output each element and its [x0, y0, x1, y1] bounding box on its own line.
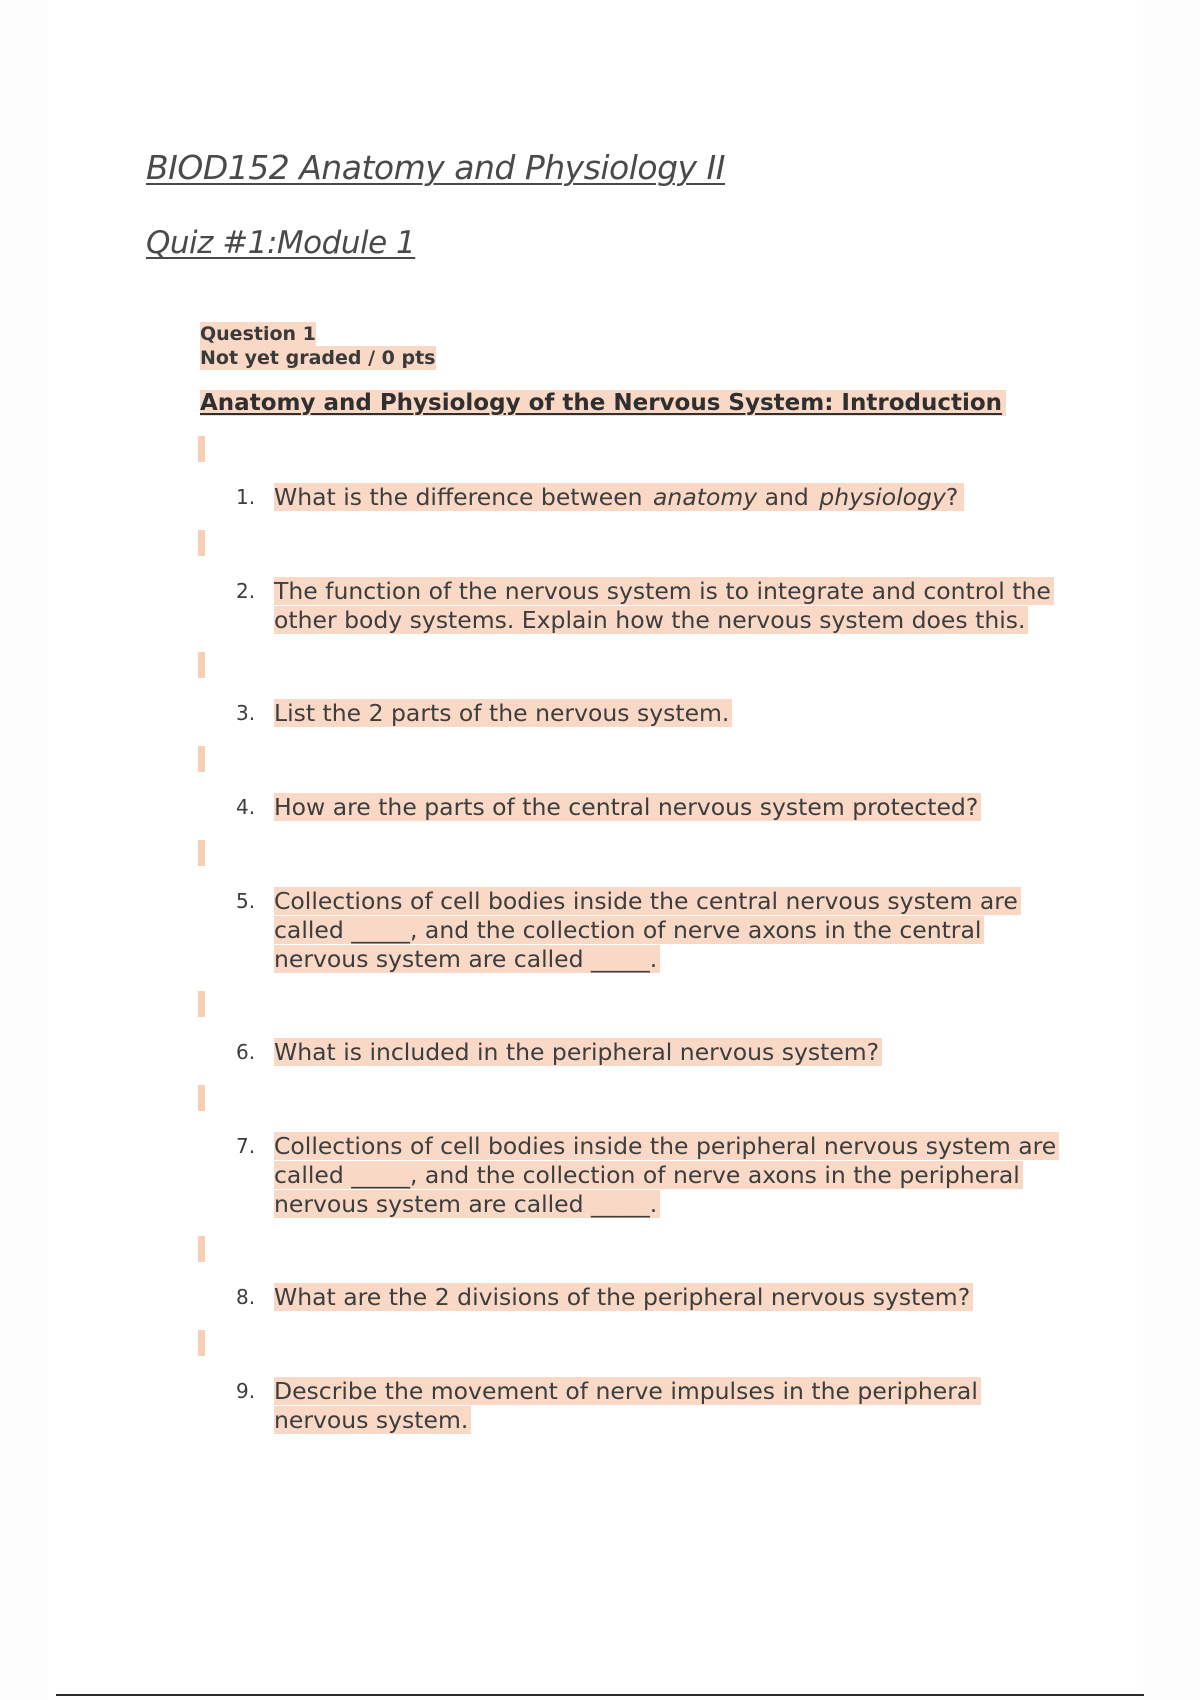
answer-marker[interactable]	[198, 1085, 205, 1111]
question-header	[200, 322, 436, 370]
item-number: 9.	[236, 1379, 256, 1403]
answer-marker[interactable]	[198, 436, 205, 462]
item-number: 4.	[236, 795, 256, 819]
answer-marker[interactable]	[198, 991, 205, 1017]
item-number: 5.	[236, 889, 256, 913]
item-text: What are the 2 divisions of the peripheral nervous system?	[274, 1283, 1104, 1312]
item-text: What is the difference between anatomy and physiology?	[274, 483, 1104, 512]
section-title	[200, 387, 1006, 419]
item-number: 2.	[236, 579, 256, 603]
item-text: Collections of cell bodies inside the central nervous system are called _____, and the collection of nerve axons in the central nervous system are called _____.	[274, 887, 1104, 974]
footer-divider	[56, 1694, 1144, 1696]
item-number: 7.	[236, 1134, 256, 1158]
section-title-text: Anatomy and Physiology of the Nervous System: Introduction	[200, 390, 1006, 416]
answer-marker[interactable]	[198, 1236, 205, 1262]
item-number: 1.	[236, 485, 256, 509]
item-text: List the 2 parts of the nervous system.	[274, 699, 1104, 728]
item-text: Describe the movement of nerve impulses in the peripheral nervous system.	[274, 1377, 1104, 1435]
item-text: The function of the nervous system is to integrate and control the other body systems. Explain how the nervous system does this.	[274, 577, 1104, 635]
item-number: 8.	[236, 1285, 256, 1309]
answer-marker[interactable]	[198, 746, 205, 772]
item-number: 3.	[236, 701, 256, 725]
document-subtitle: Quiz #1:Module 1	[146, 225, 416, 261]
item-text: Collections of cell bodies inside the peripheral nervous system are called _____, and the collection of nerve axons in the peripheral nervous system are called _____.	[274, 1132, 1104, 1219]
item-number: 6.	[236, 1040, 256, 1064]
answer-marker[interactable]	[198, 530, 205, 556]
question-label: Question 1	[200, 323, 316, 345]
answer-marker[interactable]	[198, 652, 205, 678]
document-title: BIOD152 Anatomy and Physiology II	[146, 148, 725, 187]
item-text: How are the parts of the central nervous system protected?	[274, 793, 1104, 822]
item-text: What is included in the peripheral nervous system?	[274, 1038, 1104, 1067]
answer-marker[interactable]	[198, 1330, 205, 1356]
answer-marker[interactable]	[198, 840, 205, 866]
question-grade-status: Not yet graded / 0 pts	[200, 347, 436, 369]
